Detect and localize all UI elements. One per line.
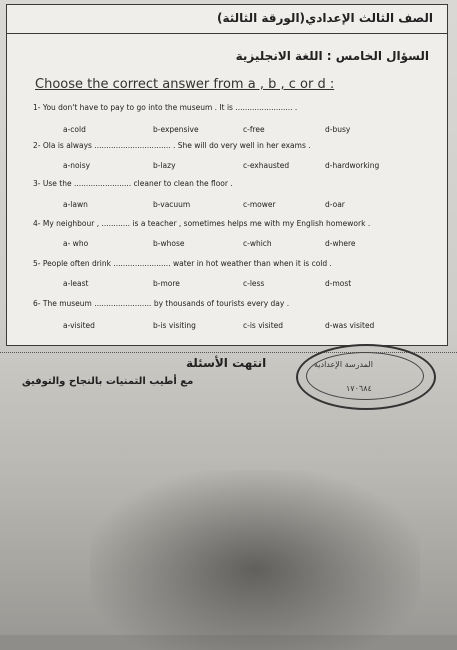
option-5d: d-most: [325, 279, 352, 288]
section-title: السؤال الخامس : اللغة الانجليزية: [235, 49, 429, 63]
option-4d: d-where: [325, 239, 356, 248]
question-5: 5- People often drink ........................ water in hot weather than when it is cold .: [33, 259, 332, 268]
school-stamp: [296, 344, 436, 410]
stamp-text: المدرسة الإعدادية: [314, 360, 373, 369]
option-3b: b-vacuum: [153, 200, 191, 209]
questions-ended: انتهت الأسئلة: [186, 356, 267, 370]
option-2d: d-hardworking: [325, 161, 380, 170]
question-4: 4- My neighbour , ............ is a teacher , sometimes helps me with my English homework .: [33, 219, 371, 228]
paper-label: (الورقة الثالثة): [217, 11, 306, 25]
option-3d: d-oar: [325, 200, 345, 209]
option-6a: a-visited: [63, 321, 95, 330]
grade-label: الصف الثالث الإعدادي: [305, 11, 433, 25]
option-2c: c-exhausted: [243, 161, 290, 170]
option-1d: d-busy: [325, 125, 351, 134]
question-2: 2- Ola is always ................................ . She will do very well in her exams .: [33, 141, 311, 150]
hand-shadow: [90, 470, 420, 650]
instruction: Choose the correct answer from a , b , c or d :: [35, 77, 335, 92]
option-6c: c-is visited: [243, 321, 284, 330]
option-1c: c-free: [243, 125, 265, 134]
question-1: 1- You don't have to pay to go into the museum . It is ........................ .: [33, 103, 298, 112]
option-4c: c-which: [243, 239, 272, 248]
option-4b: b-whose: [153, 239, 185, 248]
exam-sheet: [6, 4, 448, 346]
question-3: 3- Use the ........................ cleaner to clean the floor .: [33, 179, 233, 188]
option-5b: b-more: [153, 279, 180, 288]
best-wishes: مع أطيب التمنيات بالنجاح والتوفيق: [22, 376, 194, 387]
option-6b: b-is visiting: [153, 321, 196, 330]
question-6: 6- The museum ........................ by thousands of tourists every day .: [33, 299, 290, 308]
option-2b: b-lazy: [153, 161, 176, 170]
header-row: [7, 5, 447, 34]
option-4a: a- who: [63, 239, 89, 248]
option-1a: a-cold: [63, 125, 86, 134]
stamp-number: ١٧٠٦٨٤: [346, 384, 372, 393]
option-3c: c-mower: [243, 200, 276, 209]
option-6d: d-was visited: [325, 321, 375, 330]
option-1b: b-expensive: [153, 125, 199, 134]
option-5a: a-least: [63, 279, 89, 288]
option-5c: c-less: [243, 279, 265, 288]
option-2a: a-noisy: [63, 161, 91, 170]
option-3a: a-lawn: [63, 200, 88, 209]
